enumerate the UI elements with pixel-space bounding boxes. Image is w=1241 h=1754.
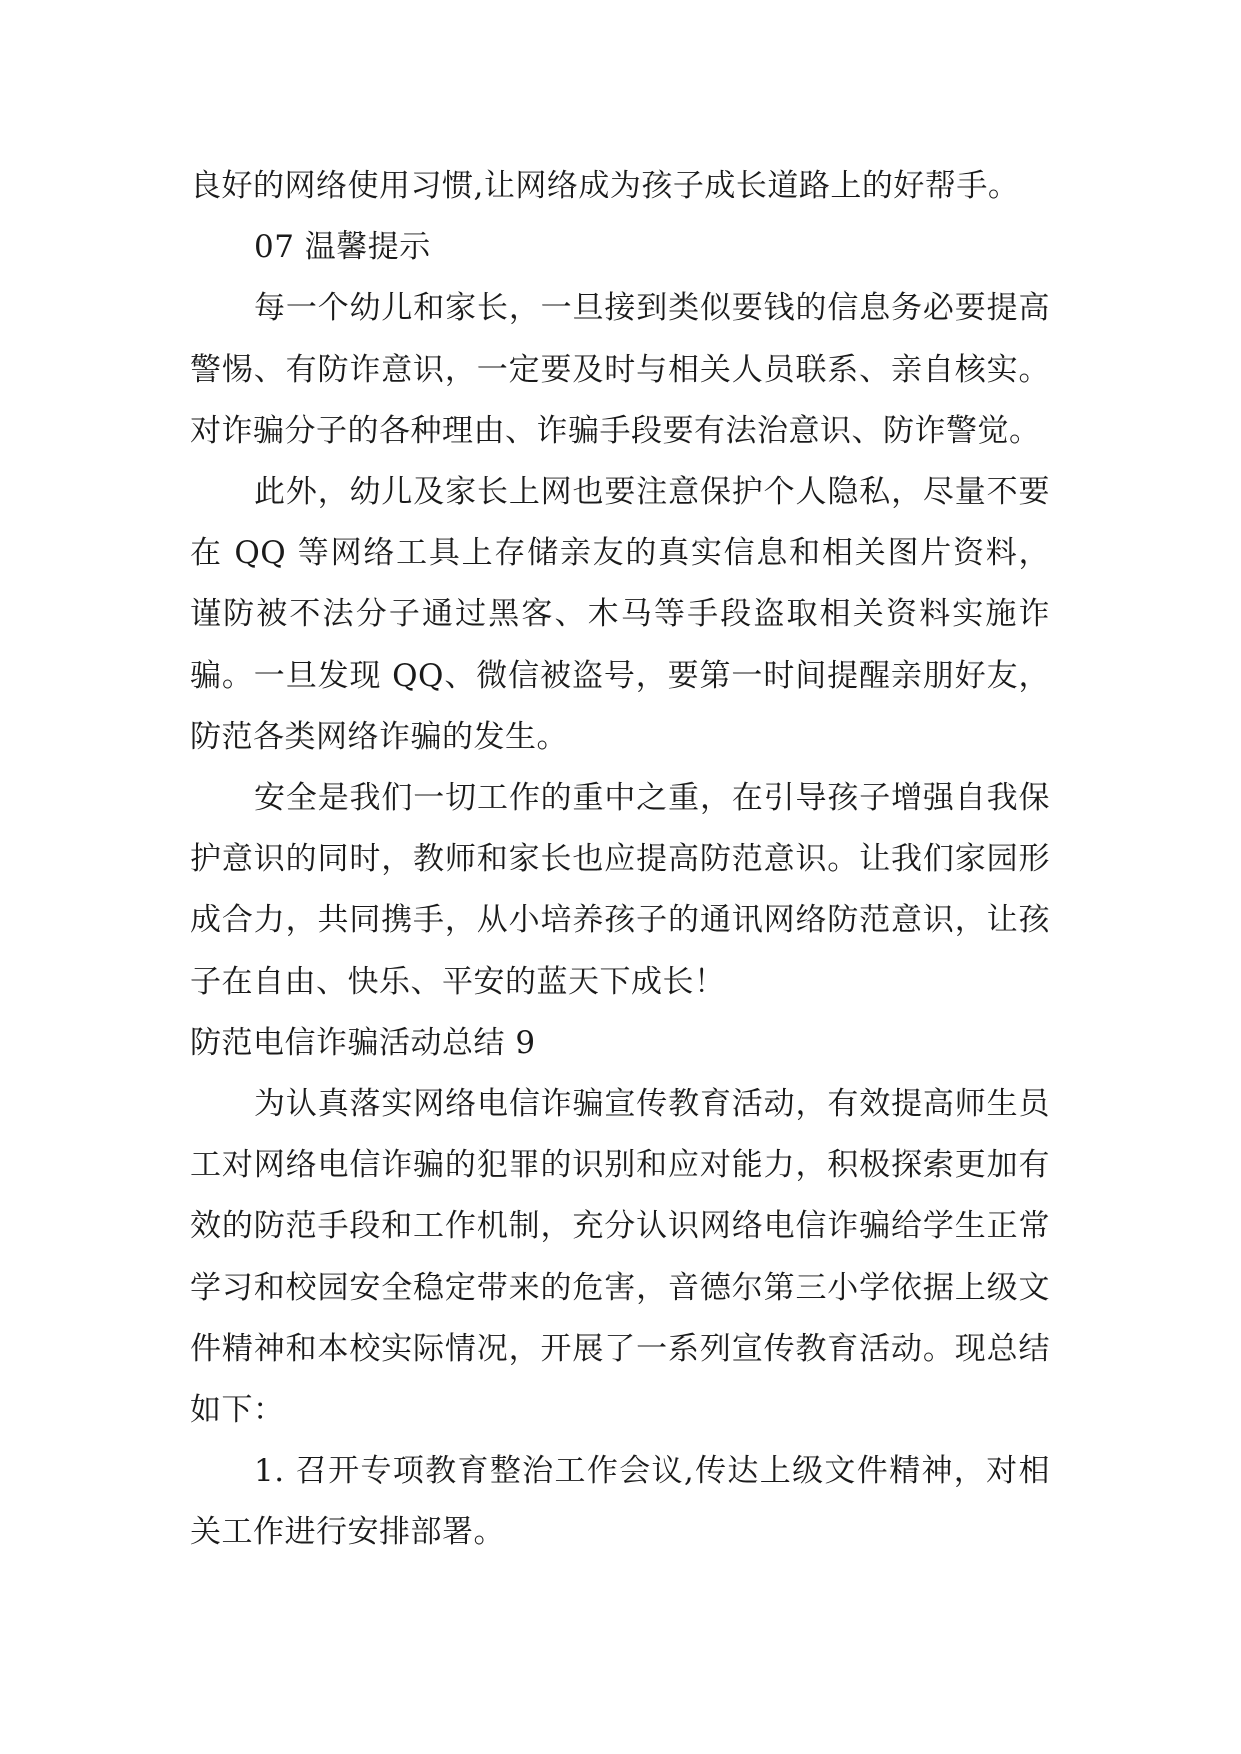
paragraph-tip-safety: 安全是我们一切工作的重中之重，在引导孩子增强自我保护意识的同时，教师和家长也应提高防范意识。让我们家园形成合力，共同携手，从小培养孩子的通讯网络防范意识，让孩子在自由、快乐、平安的蓝天下成长！	[190, 780, 1050, 1000]
paragraph-tip-privacy: 此外，幼儿及家长上网也要注意保护个人隐私，尽量不要在 QQ 等网络工具上存储亲友的真实信息和相关图片资料，谨防被不法分子通过黑客、木马等手段盗取相关资料实施诈骗。一旦发现 QQ、微信被盗号，要第一时间提醒亲朋好友，防范各类网络诈骗的发生。	[190, 474, 1050, 755]
document-title: 防范电信诈骗活动总结 9	[190, 1024, 536, 1061]
section-heading: 07 温馨提示	[254, 229, 431, 266]
document-body	[190, 156, 1050, 1564]
paragraph-summary-intro: 为认真落实网络电信诈骗宣传教育活动，有效提高师生员工对网络电信诈骗的犯罪的识别和应对能力，积极探索更加有效的防范手段和工作机制，充分认识网络电信诈骗给学生正常学习和校园安全稳定带来的危害，音德尔第三小学依据上级文件精神和本校实际情况，开展了一系列宣传教育活动。现总结如下：	[190, 1086, 1050, 1429]
paragraph-item-1: 1. 召开专项教育整治工作会议,传达上级文件精神，对相关工作进行安排部署。	[190, 1453, 1050, 1551]
paragraph-continuation: 良好的网络使用习惯,让网络成为孩子成长道路上的好帮手。	[190, 168, 1020, 204]
paragraph-tip-alert: 每一个幼儿和家长，一旦接到类似要钱的信息务必要提高警惕、有防诈意识，一定要及时与相关人员联系、亲自核实。对诈骗分子的各种理由、诈骗手段要有法治意识、防诈警觉。	[190, 290, 1050, 449]
